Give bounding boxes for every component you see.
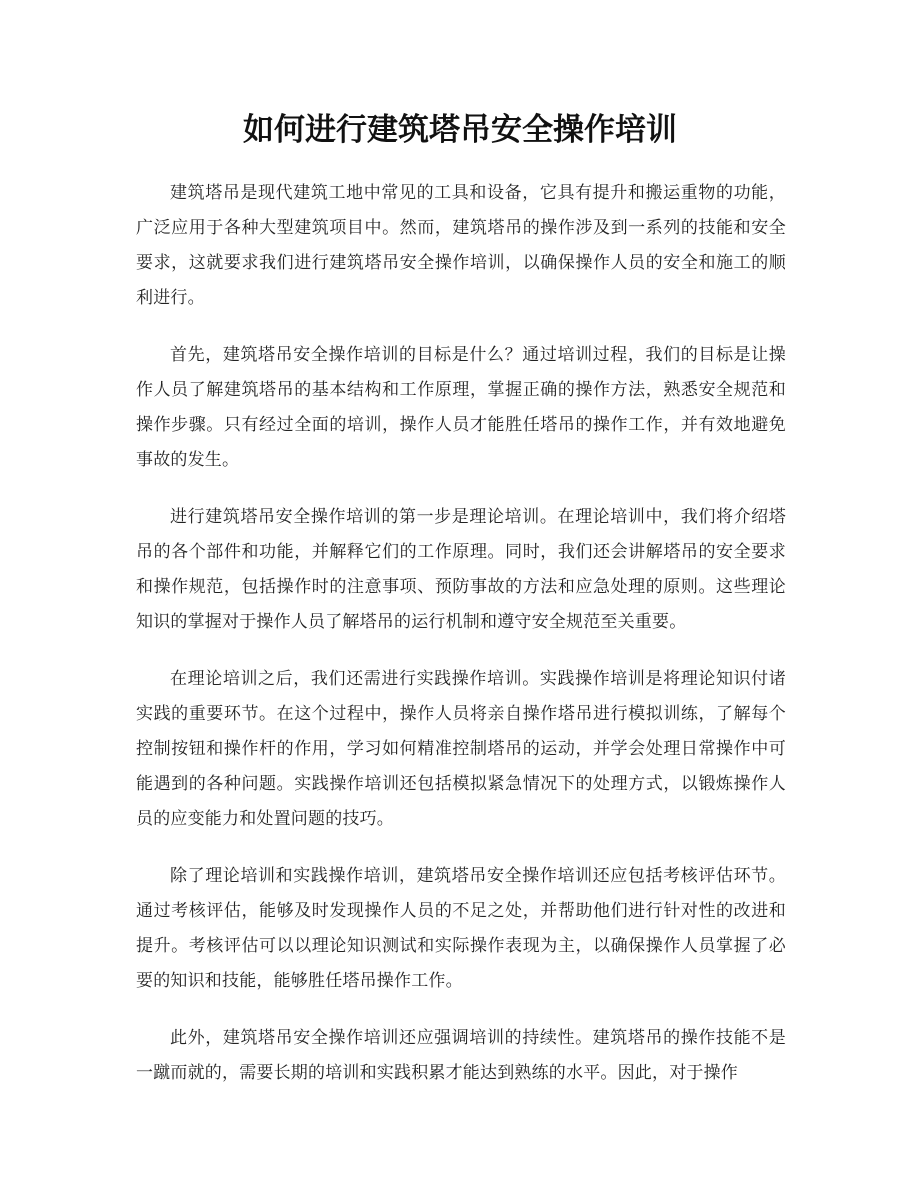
paragraph-1: 建筑塔吊是现代建筑工地中常见的工具和设备，它具有提升和搬运重物的功能，广泛应用于各种大型建筑项目中。然而，建筑塔吊的操作涉及到一系列的技能和安全要求，这就要求我们进行建筑塔吊安全操作培训，以确保操作人员的安全和施工的顺利进行。 bbox=[136, 183, 786, 308]
paragraph-5: 除了理论培训和实践操作培训，建筑塔吊安全操作培训还应包括考核评估环节。通过考核评估，能够及时发现操作人员的不足之处，并帮助他们进行针对性的改进和提升。考核评估可以以理论知识测试和实际操作表现为主，以确保操作人员掌握了必要的知识和技能，能够胜任塔吊操作工作。 bbox=[136, 866, 786, 991]
article-body bbox=[136, 176, 786, 1113]
page-title: 如何进行建筑塔吊安全操作培训 bbox=[243, 112, 677, 148]
paragraph-4: 在理论培训之后，我们还需进行实践操作培训。实践操作培训是将理论知识付诸实践的重要环节。在这个过程中，操作人员将亲自操作塔吊进行模拟训练，了解每个控制按钮和操作杆的作用，学习如何精准控制塔吊的运动，并学会处理日常操作中可能遇到的各种问题。实践操作培训还包括模拟紧急情况下的处理方式，以锻炼操作人员的应变能力和处置问题的技巧。 bbox=[136, 669, 786, 829]
paragraph-3: 进行建筑塔吊安全操作培训的第一步是理论培训。在理论培训中，我们将介绍塔吊的各个部件和功能，并解释它们的工作原理。同时，我们还会讲解塔吊的安全要求和操作规范，包括操作时的注意事项、预防事故的方法和应急处理的原则。这些理论知识的掌握对于操作人员了解塔吊的运行机制和遵守安全规范至关重要。 bbox=[136, 507, 786, 632]
paragraph-6: 此外，建筑塔吊安全操作培训还应强调培训的持续性。建筑塔吊的操作技能不是一蹴而就的，需要长期的培训和实践积累才能达到熟练的水平。因此，对于操作 bbox=[136, 1028, 786, 1083]
paragraph-2: 首先，建筑塔吊安全操作培训的目标是什么？通过培训过程，我们的目标是让操作人员了解建筑塔吊的基本结构和工作原理，掌握正确的操作方法，熟悉安全规范和操作步骤。只有经过全面的培训，操作人员才能胜任塔吊的操作工作，并有效地避免事故的发生。 bbox=[136, 345, 786, 470]
